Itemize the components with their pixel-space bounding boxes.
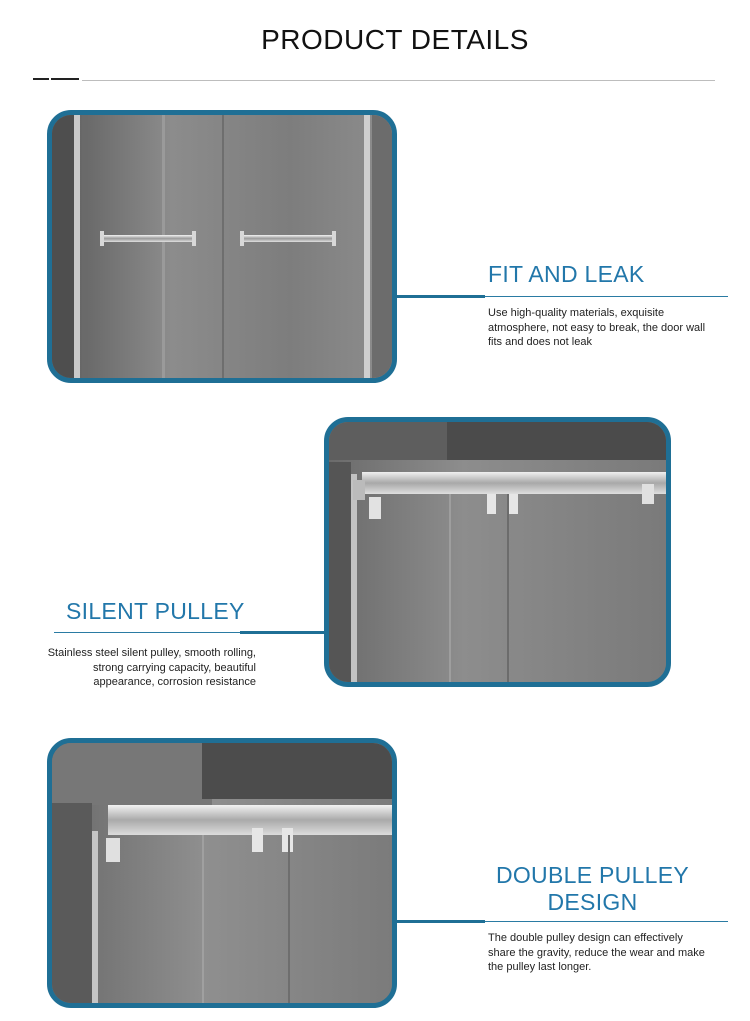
page-title: PRODUCT DETAILS: [261, 24, 529, 55]
connector-line: [397, 295, 485, 298]
feature-divider: [485, 296, 728, 297]
header-dash: [51, 78, 79, 80]
shower-door-handles-image: [52, 115, 392, 378]
feature-desc-silent-pulley: Stainless steel silent pulley, smooth rolling, strong carrying capacity, beautiful appearance, corrosion resistance: [47, 647, 256, 688]
feature-divider: [54, 632, 240, 633]
feature-divider: [485, 921, 728, 922]
header-divider: [82, 80, 715, 81]
connector-line: [397, 920, 485, 923]
header-dash: [33, 78, 49, 80]
feature-desc-fit-and-leak: Use high-quality materials, exquisite atmosphere, not easy to break, the door wall fits and does not leak: [488, 307, 706, 348]
feature-title-line: DESIGN: [547, 889, 638, 915]
feature-title-line: DOUBLE PULLEY: [495, 862, 690, 888]
feature-title-double-pulley: [470, 862, 715, 916]
silent-pulley-image: [329, 422, 666, 682]
photo-door-handles: [47, 110, 397, 383]
double-pulley-image: [52, 743, 392, 1003]
feature-title-silent-pulley: SILENT PULLEY: [66, 598, 245, 624]
connector-line: [240, 631, 324, 634]
feature-desc-double-pulley: The double pulley design can effectively share the gravity, reduce the wear and make the pulley last longer.: [488, 932, 705, 973]
feature-title-fit-and-leak: FIT AND LEAK: [488, 261, 645, 287]
photo-double-pulley: [47, 738, 397, 1008]
photo-silent-pulley: [324, 417, 671, 687]
